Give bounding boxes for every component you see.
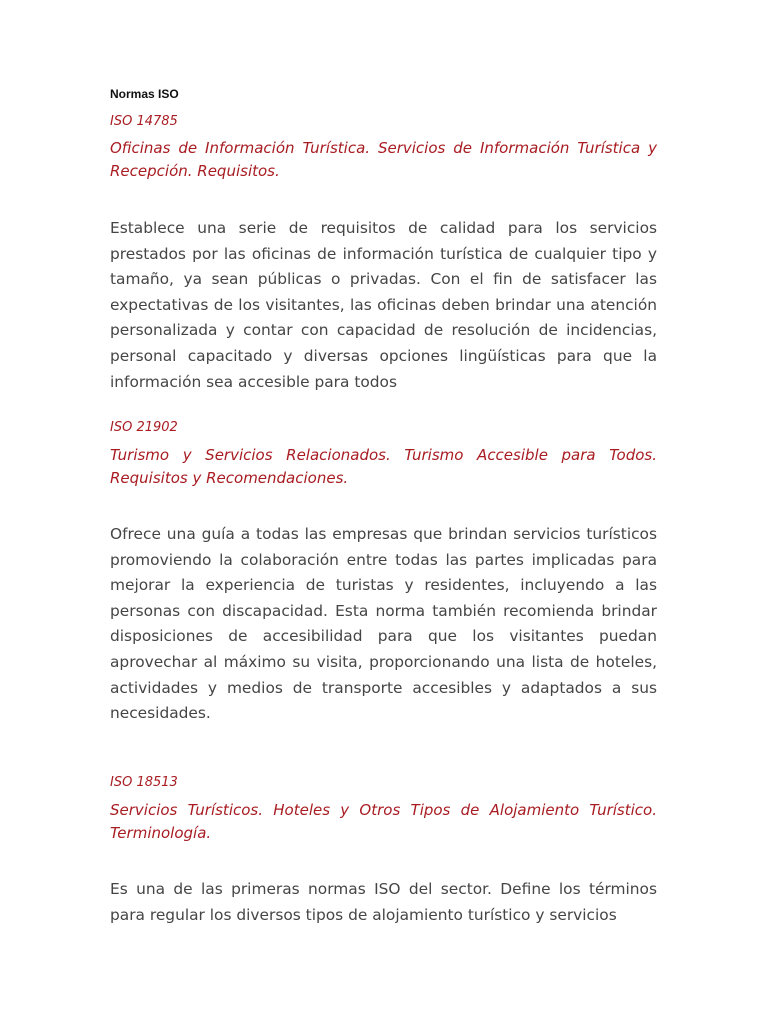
section-heading: Turismo y Servicios Relacionados. Turismo Accesible para Todos. Requisitos y Recomendaciones. [110, 446, 657, 487]
section-code: ISO 21902 [110, 420, 178, 435]
section-code: ISO 14785 [110, 114, 178, 129]
section-body: Establece una serie de requisitos de calidad para los servicios prestados por las oficinas de información turística de cualquier tipo y tamaño, ya sean públicas o privadas. Con el fin de satisfacer las expectativas de los visitantes, las oficinas deben brindar una atención personalizada y contar con capacidad de resolución de incidencias, personal capacitado y diversas opciones lingüísticas para que la información sea accesible para todos [110, 219, 657, 391]
section-heading: Servicios Turísticos. Hoteles y Otros Tipos de Alojamiento Turístico. Terminología. [110, 801, 657, 842]
section-code: ISO 18513 [110, 775, 178, 790]
section-body: Es una de las primeras normas ISO del sector. Define los términos para regular los diversos tipos de alojamiento turístico y servicios [110, 880, 657, 924]
section-heading: Oficinas de Información Turística. Servicios de Información Turística y Recepción. Requisitos. [110, 139, 657, 180]
section-body: Ofrece una guía a todas las empresas que brindan servicios turísticos promoviendo la colaboración entre todas las partes implicadas para mejorar la experiencia de turistas y residentes, incluyendo a las personas con discapacidad. Esta norma también recomienda brindar disposiciones de accesibilidad para que los visitantes puedan aprovechar al máximo su visita, proporcionando una lista de hoteles, actividades y medios de transporte accesibles y adaptados a sus necesidades. [110, 525, 657, 723]
document-title: Normas ISO [110, 87, 179, 101]
